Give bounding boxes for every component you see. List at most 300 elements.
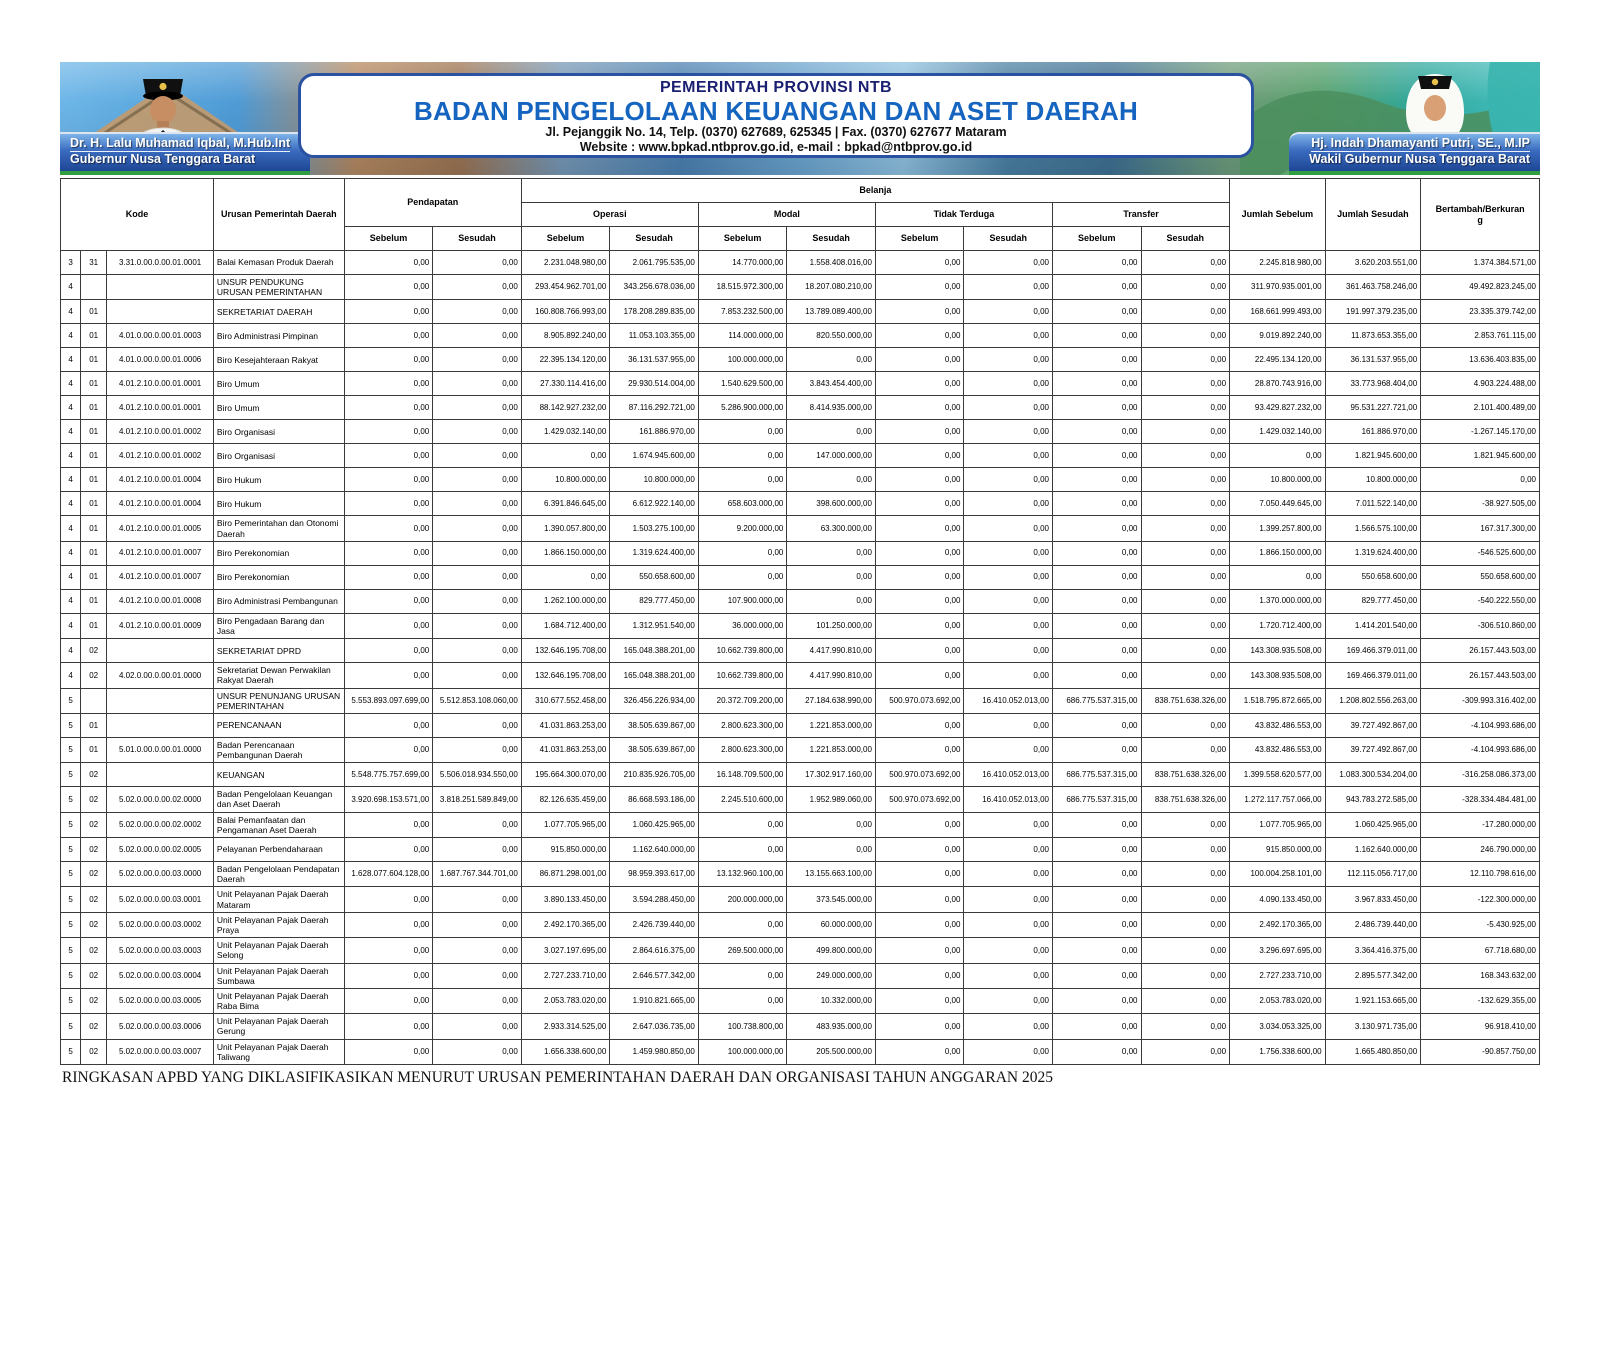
table-row bbox=[61, 275, 1540, 300]
tidak-terduga-sesudah: 0,00 bbox=[964, 1014, 1053, 1039]
transfer-sebelum: 0,00 bbox=[1052, 589, 1141, 613]
jumlah-sebelum: 4.090.133.450,00 bbox=[1230, 887, 1326, 912]
operasi-sesudah: 2.646.577.342,00 bbox=[610, 963, 699, 988]
modal-sesudah: 3.843.454.400,00 bbox=[787, 372, 876, 396]
jumlah-sebelum: 2.245.818.980,00 bbox=[1230, 251, 1326, 275]
jumlah-sesudah: 550.658.600,00 bbox=[1325, 565, 1421, 589]
table-row bbox=[61, 862, 1540, 887]
modal-sesudah: 63.300.000,00 bbox=[787, 516, 876, 541]
operasi-sebelum: 195.664.300.070,00 bbox=[521, 763, 610, 787]
kode-3: 5.02.0.00.0.00.03.0006 bbox=[107, 1014, 214, 1039]
urusan-name: Biro Organisasi bbox=[213, 444, 344, 468]
modal-sesudah: 10.332.000,00 bbox=[787, 988, 876, 1013]
pendapatan-sebelum: 0,00 bbox=[344, 639, 433, 663]
kode-3: 4.01.2.10.0.00.01.0001 bbox=[107, 396, 214, 420]
kode-3: 4.01.0.00.0.00.01.0006 bbox=[107, 348, 214, 372]
table-row bbox=[61, 887, 1540, 912]
kode-1: 5 bbox=[61, 787, 81, 812]
tidak-terduga-sebelum: 0,00 bbox=[875, 372, 964, 396]
kode-2: 02 bbox=[81, 1014, 107, 1039]
bertambah-berkurang: 13.636.403.835,00 bbox=[1421, 348, 1540, 372]
modal-sesudah: 205.500.000,00 bbox=[787, 1039, 876, 1064]
tidak-terduga-sesudah: 0,00 bbox=[964, 912, 1053, 937]
modal-sesudah: 0,00 bbox=[787, 589, 876, 613]
kode-3: 5.02.0.00.0.00.03.0003 bbox=[107, 938, 214, 963]
operasi-sesudah: 10.800.000,00 bbox=[610, 468, 699, 492]
tidak-terduga-sesudah: 0,00 bbox=[964, 737, 1053, 762]
table-body bbox=[61, 251, 1540, 1065]
tidak-terduga-sesudah: 0,00 bbox=[964, 862, 1053, 887]
header-bertambah-berkurang: Bertambah/Berkurang bbox=[1421, 179, 1540, 251]
tidak-terduga-sesudah: 0,00 bbox=[964, 468, 1053, 492]
jumlah-sebelum: 1.272.117.757.066,00 bbox=[1230, 787, 1326, 812]
kode-2: 02 bbox=[81, 963, 107, 988]
jumlah-sebelum: 2.727.233.710,00 bbox=[1230, 963, 1326, 988]
kode-1: 4 bbox=[61, 589, 81, 613]
urusan-name: Unit Pelayanan Pajak Daerah Praya bbox=[213, 912, 344, 937]
operasi-sesudah: 2.426.739.440,00 bbox=[610, 912, 699, 937]
tidak-terduga-sesudah: 16.410.052.013,00 bbox=[964, 763, 1053, 787]
urusan-name: Unit Pelayanan Pajak Daerah Selong bbox=[213, 938, 344, 963]
urusan-name: SEKRETARIAT DAERAH bbox=[213, 300, 344, 324]
tidak-terduga-sesudah: 0,00 bbox=[964, 663, 1053, 688]
modal-sesudah: 0,00 bbox=[787, 541, 876, 565]
jumlah-sebelum: 2.053.783.020,00 bbox=[1230, 988, 1326, 1013]
kode-1: 5 bbox=[61, 912, 81, 937]
transfer-sebelum: 0,00 bbox=[1052, 300, 1141, 324]
pendapatan-sesudah: 0,00 bbox=[433, 887, 522, 912]
tidak-terduga-sesudah: 0,00 bbox=[964, 251, 1053, 275]
table-row bbox=[61, 468, 1540, 492]
transfer-sebelum: 686.775.537.315,00 bbox=[1052, 688, 1141, 713]
tidak-terduga-sesudah: 0,00 bbox=[964, 589, 1053, 613]
jumlah-sebelum: 143.308.935.508,00 bbox=[1230, 663, 1326, 688]
tidak-terduga-sebelum: 0,00 bbox=[875, 838, 964, 862]
modal-sebelum: 14.770.000,00 bbox=[698, 251, 787, 275]
pendapatan-sesudah: 3.818.251.589.849,00 bbox=[433, 787, 522, 812]
tidak-terduga-sesudah: 0,00 bbox=[964, 713, 1053, 737]
operasi-sebelum: 27.330.114.416,00 bbox=[521, 372, 610, 396]
jumlah-sesudah: 1.208.802.556.263,00 bbox=[1325, 688, 1421, 713]
modal-sesudah: 13.789.089.400,00 bbox=[787, 300, 876, 324]
kode-2: 01 bbox=[81, 492, 107, 516]
transfer-sebelum: 0,00 bbox=[1052, 838, 1141, 862]
urusan-name: Unit Pelayanan Pajak Daerah Taliwang bbox=[213, 1039, 344, 1064]
modal-sebelum: 200.000.000,00 bbox=[698, 887, 787, 912]
jumlah-sesudah: 169.466.379.011,00 bbox=[1325, 663, 1421, 688]
kode-2: 01 bbox=[81, 613, 107, 638]
modal-sebelum: 0,00 bbox=[698, 963, 787, 988]
urusan-name: Biro Pengadaan Barang dan Jasa bbox=[213, 613, 344, 638]
jumlah-sebelum: 3.034.053.325,00 bbox=[1230, 1014, 1326, 1039]
transfer-sesudah: 0,00 bbox=[1141, 1039, 1230, 1064]
kode-1: 4 bbox=[61, 420, 81, 444]
kode-1: 4 bbox=[61, 348, 81, 372]
operasi-sebelum: 10.800.000,00 bbox=[521, 468, 610, 492]
pendapatan-sesudah: 0,00 bbox=[433, 275, 522, 300]
transfer-sesudah: 0,00 bbox=[1141, 468, 1230, 492]
table-row bbox=[61, 737, 1540, 762]
kode-1: 4 bbox=[61, 396, 81, 420]
transfer-sebelum: 0,00 bbox=[1052, 963, 1141, 988]
tidak-terduga-sesudah: 0,00 bbox=[964, 938, 1053, 963]
modal-sebelum: 10.662.739.800,00 bbox=[698, 663, 787, 688]
kode-3 bbox=[107, 300, 214, 324]
urusan-name: Badan Pengelolaan Pendapatan Daerah bbox=[213, 862, 344, 887]
modal-sesudah: 1.221.853.000,00 bbox=[787, 713, 876, 737]
kode-3: 4.01.2.10.0.00.01.0007 bbox=[107, 541, 214, 565]
tidak-terduga-sebelum: 0,00 bbox=[875, 988, 964, 1013]
operasi-sesudah: 29.930.514.004,00 bbox=[610, 372, 699, 396]
pendapatan-sebelum: 0,00 bbox=[344, 1039, 433, 1064]
kode-3: 4.01.2.10.0.00.01.0007 bbox=[107, 565, 214, 589]
governor-name: Dr. H. Lalu Muhamad Iqbal, M.Hub.Int bbox=[70, 136, 290, 153]
transfer-sesudah: 0,00 bbox=[1141, 420, 1230, 444]
kode-2: 02 bbox=[81, 812, 107, 837]
transfer-sebelum: 0,00 bbox=[1052, 324, 1141, 348]
pendapatan-sebelum: 0,00 bbox=[344, 444, 433, 468]
pendapatan-sebelum: 0,00 bbox=[344, 251, 433, 275]
jumlah-sesudah: 1.162.640.000,00 bbox=[1325, 838, 1421, 862]
modal-sesudah: 60.000.000,00 bbox=[787, 912, 876, 937]
kode-3: 4.01.2.10.0.00.01.0005 bbox=[107, 516, 214, 541]
operasi-sesudah: 98.959.393.617,00 bbox=[610, 862, 699, 887]
jumlah-sebelum: 143.308.935.508,00 bbox=[1230, 639, 1326, 663]
urusan-name: KEUANGAN bbox=[213, 763, 344, 787]
header-belanja: Belanja bbox=[521, 179, 1229, 203]
urusan-name: Biro Organisasi bbox=[213, 420, 344, 444]
kode-2: 01 bbox=[81, 348, 107, 372]
operasi-sebelum: 2.053.783.020,00 bbox=[521, 988, 610, 1013]
operasi-sebelum: 1.262.100.000,00 bbox=[521, 589, 610, 613]
modal-sesudah: 13.155.663.100,00 bbox=[787, 862, 876, 887]
jumlah-sesudah: 1.319.624.400,00 bbox=[1325, 541, 1421, 565]
kode-3: 4.01.0.00.0.00.01.0003 bbox=[107, 324, 214, 348]
kode-1: 4 bbox=[61, 663, 81, 688]
table-row bbox=[61, 444, 1540, 468]
tidak-terduga-sesudah: 0,00 bbox=[964, 348, 1053, 372]
modal-sebelum: 114.000.000,00 bbox=[698, 324, 787, 348]
bertambah-berkurang: 12.110.798.616,00 bbox=[1421, 862, 1540, 887]
kode-2: 02 bbox=[81, 838, 107, 862]
tidak-terduga-sebelum: 0,00 bbox=[875, 541, 964, 565]
operasi-sebelum: 132.646.195.708,00 bbox=[521, 663, 610, 688]
kode-1: 4 bbox=[61, 613, 81, 638]
kode-3: 5.02.0.00.0.00.03.0001 bbox=[107, 887, 214, 912]
tidak-terduga-sesudah: 0,00 bbox=[964, 1039, 1053, 1064]
kode-3 bbox=[107, 275, 214, 300]
modal-sebelum: 1.540.629.500,00 bbox=[698, 372, 787, 396]
kode-3 bbox=[107, 713, 214, 737]
jumlah-sesudah: 1.060.425.965,00 bbox=[1325, 812, 1421, 837]
kode-1: 5 bbox=[61, 838, 81, 862]
bertambah-berkurang: -122.300.000,00 bbox=[1421, 887, 1540, 912]
tidak-terduga-sebelum: 0,00 bbox=[875, 468, 964, 492]
tidak-terduga-sesudah: 0,00 bbox=[964, 300, 1053, 324]
transfer-sesudah: 0,00 bbox=[1141, 812, 1230, 837]
operasi-sebelum: 1.866.150.000,00 bbox=[521, 541, 610, 565]
kode-1: 5 bbox=[61, 938, 81, 963]
table-row bbox=[61, 300, 1540, 324]
bertambah-berkurang: 2.101.400.489,00 bbox=[1421, 396, 1540, 420]
operasi-sesudah: 3.594.288.450,00 bbox=[610, 887, 699, 912]
transfer-sebelum: 0,00 bbox=[1052, 713, 1141, 737]
kode-3: 5.01.0.00.0.00.01.0000 bbox=[107, 737, 214, 762]
urusan-name: Unit Pelayanan Pajak Daerah Sumbawa bbox=[213, 963, 344, 988]
pendapatan-sesudah: 0,00 bbox=[433, 420, 522, 444]
header-sesudah: Sesudah bbox=[1141, 227, 1230, 251]
operasi-sebelum: 41.031.863.253,00 bbox=[521, 713, 610, 737]
tidak-terduga-sesudah: 0,00 bbox=[964, 812, 1053, 837]
kode-2: 02 bbox=[81, 862, 107, 887]
pendapatan-sesudah: 1.687.767.344.701,00 bbox=[433, 862, 522, 887]
header-urusan: Urusan Pemerintah Daerah bbox=[213, 179, 344, 251]
bertambah-berkurang: 26.157.443.503,00 bbox=[1421, 663, 1540, 688]
operasi-sesudah: 829.777.450,00 bbox=[610, 589, 699, 613]
operasi-sesudah: 11.053.103.355,00 bbox=[610, 324, 699, 348]
table-row bbox=[61, 763, 1540, 787]
tidak-terduga-sebelum: 0,00 bbox=[875, 862, 964, 887]
kode-3 bbox=[107, 639, 214, 663]
kode-3 bbox=[107, 763, 214, 787]
kode-3: 4.01.2.10.0.00.01.0009 bbox=[107, 613, 214, 638]
kode-2: 02 bbox=[81, 1039, 107, 1064]
modal-sebelum: 2.800.623.300,00 bbox=[698, 713, 787, 737]
transfer-sesudah: 0,00 bbox=[1141, 887, 1230, 912]
jumlah-sesudah: 3.364.416.375,00 bbox=[1325, 938, 1421, 963]
urusan-name: Biro Pemerintahan dan Otonomi Daerah bbox=[213, 516, 344, 541]
operasi-sebelum: 6.391.846.645,00 bbox=[521, 492, 610, 516]
pendapatan-sebelum: 0,00 bbox=[344, 963, 433, 988]
transfer-sesudah: 0,00 bbox=[1141, 613, 1230, 638]
table-row bbox=[61, 348, 1540, 372]
pendapatan-sesudah: 5.512.853.108.060,00 bbox=[433, 688, 522, 713]
header-tidak-terduga: Tidak Terduga bbox=[875, 203, 1052, 227]
modal-sebelum: 16.148.709.500,00 bbox=[698, 763, 787, 787]
tidak-terduga-sebelum: 0,00 bbox=[875, 589, 964, 613]
jumlah-sesudah: 161.886.970,00 bbox=[1325, 420, 1421, 444]
jumlah-sesudah: 829.777.450,00 bbox=[1325, 589, 1421, 613]
kode-3: 5.02.0.00.0.00.03.0007 bbox=[107, 1039, 214, 1064]
kode-2: 01 bbox=[81, 589, 107, 613]
tidak-terduga-sesudah: 0,00 bbox=[964, 372, 1053, 396]
urusan-name: Biro Kesejahteraan Rakyat bbox=[213, 348, 344, 372]
operasi-sesudah: 550.658.600,00 bbox=[610, 565, 699, 589]
kode-3: 4.02.0.00.0.00.01.0000 bbox=[107, 663, 214, 688]
jumlah-sesudah: 2.895.577.342,00 bbox=[1325, 963, 1421, 988]
bertambah-berkurang: 2.853.761.115,00 bbox=[1421, 324, 1540, 348]
jumlah-sebelum: 1.518.795.872.665,00 bbox=[1230, 688, 1326, 713]
tidak-terduga-sesudah: 0,00 bbox=[964, 420, 1053, 444]
table-row bbox=[61, 688, 1540, 713]
kode-1: 4 bbox=[61, 565, 81, 589]
pendapatan-sebelum: 0,00 bbox=[344, 613, 433, 638]
jumlah-sesudah: 3.967.833.450,00 bbox=[1325, 887, 1421, 912]
kode-2: 01 bbox=[81, 565, 107, 589]
jumlah-sebelum: 0,00 bbox=[1230, 565, 1326, 589]
pendapatan-sesudah: 0,00 bbox=[433, 1039, 522, 1064]
jumlah-sebelum: 0,00 bbox=[1230, 444, 1326, 468]
table-row bbox=[61, 1014, 1540, 1039]
transfer-sebelum: 0,00 bbox=[1052, 812, 1141, 837]
kode-3: 5.02.0.00.0.00.03.0000 bbox=[107, 862, 214, 887]
jumlah-sesudah: 2.486.739.440,00 bbox=[1325, 912, 1421, 937]
operasi-sesudah: 36.131.537.955,00 bbox=[610, 348, 699, 372]
operasi-sebelum: 41.031.863.253,00 bbox=[521, 737, 610, 762]
tidak-terduga-sebelum: 0,00 bbox=[875, 713, 964, 737]
tidak-terduga-sebelum: 0,00 bbox=[875, 565, 964, 589]
jumlah-sebelum: 3.296.697.695,00 bbox=[1230, 938, 1326, 963]
table-row bbox=[61, 912, 1540, 937]
kode-2 bbox=[81, 275, 107, 300]
modal-sesudah: 499.800.000,00 bbox=[787, 938, 876, 963]
tidak-terduga-sesudah: 0,00 bbox=[964, 639, 1053, 663]
kode-2: 02 bbox=[81, 663, 107, 688]
modal-sebelum: 100.738.800,00 bbox=[698, 1014, 787, 1039]
header-sesudah: Sesudah bbox=[787, 227, 876, 251]
jumlah-sebelum: 10.800.000,00 bbox=[1230, 468, 1326, 492]
header-jumlah-sesudah: Jumlah Sesudah bbox=[1325, 179, 1421, 251]
table-row bbox=[61, 613, 1540, 638]
tidak-terduga-sebelum: 0,00 bbox=[875, 613, 964, 638]
modal-sesudah: 0,00 bbox=[787, 468, 876, 492]
jumlah-sesudah: 3.620.203.551,00 bbox=[1325, 251, 1421, 275]
pendapatan-sesudah: 0,00 bbox=[433, 348, 522, 372]
pendapatan-sebelum: 0,00 bbox=[344, 565, 433, 589]
urusan-name: Sekretariat Dewan Perwakilan Rakyat Daerah bbox=[213, 663, 344, 688]
transfer-sesudah: 0,00 bbox=[1141, 251, 1230, 275]
kode-3: 4.01.2.10.0.00.01.0008 bbox=[107, 589, 214, 613]
jumlah-sesudah: 1.921.153.665,00 bbox=[1325, 988, 1421, 1013]
operasi-sebelum: 8.905.892.240,00 bbox=[521, 324, 610, 348]
jumlah-sebelum: 43.832.486.553,00 bbox=[1230, 737, 1326, 762]
pendapatan-sebelum: 0,00 bbox=[344, 1014, 433, 1039]
operasi-sebelum: 3.890.133.450,00 bbox=[521, 887, 610, 912]
tidak-terduga-sebelum: 0,00 bbox=[875, 963, 964, 988]
bertambah-berkurang: 23.335.379.742,00 bbox=[1421, 300, 1540, 324]
jumlah-sebelum: 9.019.892.240,00 bbox=[1230, 324, 1326, 348]
pendapatan-sesudah: 0,00 bbox=[433, 963, 522, 988]
bertambah-berkurang: 1.374.384.571,00 bbox=[1421, 251, 1540, 275]
modal-sesudah: 0,00 bbox=[787, 838, 876, 862]
operasi-sesudah: 1.674.945.600,00 bbox=[610, 444, 699, 468]
pendapatan-sebelum: 1.628.077.604.128,00 bbox=[344, 862, 433, 887]
transfer-sesudah: 0,00 bbox=[1141, 372, 1230, 396]
bertambah-berkurang: 26.157.443.503,00 bbox=[1421, 639, 1540, 663]
transfer-sesudah: 0,00 bbox=[1141, 663, 1230, 688]
tidak-terduga-sesudah: 0,00 bbox=[964, 541, 1053, 565]
kode-1: 4 bbox=[61, 372, 81, 396]
operasi-sebelum: 0,00 bbox=[521, 565, 610, 589]
tidak-terduga-sebelum: 0,00 bbox=[875, 663, 964, 688]
pendapatan-sesudah: 0,00 bbox=[433, 516, 522, 541]
bertambah-berkurang: -4.104.993.686,00 bbox=[1421, 713, 1540, 737]
kode-1: 5 bbox=[61, 737, 81, 762]
pendapatan-sebelum: 0,00 bbox=[344, 938, 433, 963]
transfer-sebelum: 0,00 bbox=[1052, 444, 1141, 468]
modal-sesudah: 18.207.080.210,00 bbox=[787, 275, 876, 300]
tidak-terduga-sebelum: 0,00 bbox=[875, 938, 964, 963]
kode-3: 3.31.0.00.0.00.01.0001 bbox=[107, 251, 214, 275]
jumlah-sebelum: 1.370.000.000,00 bbox=[1230, 589, 1326, 613]
operasi-sebelum: 2.492.170.365,00 bbox=[521, 912, 610, 937]
kode-2: 02 bbox=[81, 938, 107, 963]
table-row bbox=[61, 787, 1540, 812]
pendapatan-sebelum: 0,00 bbox=[344, 737, 433, 762]
transfer-sesudah: 0,00 bbox=[1141, 713, 1230, 737]
transfer-sebelum: 0,00 bbox=[1052, 275, 1141, 300]
jumlah-sebelum: 168.661.999.493,00 bbox=[1230, 300, 1326, 324]
bertambah-berkurang: -90.857.750,00 bbox=[1421, 1039, 1540, 1064]
tidak-terduga-sesudah: 0,00 bbox=[964, 613, 1053, 638]
table-row bbox=[61, 589, 1540, 613]
operasi-sebelum: 22.395.134.120,00 bbox=[521, 348, 610, 372]
pendapatan-sebelum: 0,00 bbox=[344, 589, 433, 613]
pendapatan-sesudah: 0,00 bbox=[433, 444, 522, 468]
operasi-sesudah: 343.256.678.036,00 bbox=[610, 275, 699, 300]
urusan-name: Biro Hukum bbox=[213, 468, 344, 492]
kode-2: 02 bbox=[81, 763, 107, 787]
pendapatan-sebelum: 0,00 bbox=[344, 838, 433, 862]
operasi-sebelum: 132.646.195.708,00 bbox=[521, 639, 610, 663]
tidak-terduga-sebelum: 500.970.073.692,00 bbox=[875, 787, 964, 812]
modal-sebelum: 0,00 bbox=[698, 912, 787, 937]
urusan-name: Balai Kemasan Produk Daerah bbox=[213, 251, 344, 275]
kode-2: 01 bbox=[81, 468, 107, 492]
jumlah-sebelum: 915.850.000,00 bbox=[1230, 838, 1326, 862]
pendapatan-sesudah: 0,00 bbox=[433, 492, 522, 516]
kode-2: 01 bbox=[81, 372, 107, 396]
transfer-sesudah: 0,00 bbox=[1141, 396, 1230, 420]
kode-3: 5.02.0.00.0.00.02.0002 bbox=[107, 812, 214, 837]
jumlah-sesudah: 169.466.379.011,00 bbox=[1325, 639, 1421, 663]
jumlah-sebelum: 1.756.338.600,00 bbox=[1230, 1039, 1326, 1064]
kode-1: 4 bbox=[61, 492, 81, 516]
tidak-terduga-sebelum: 0,00 bbox=[875, 1039, 964, 1064]
modal-sebelum: 13.132.960.100,00 bbox=[698, 862, 787, 887]
vice-governor-ribbon bbox=[1289, 132, 1540, 175]
kode-1: 4 bbox=[61, 444, 81, 468]
kode-1: 4 bbox=[61, 324, 81, 348]
jumlah-sebelum: 1.429.032.140,00 bbox=[1230, 420, 1326, 444]
jumlah-sesudah: 1.665.480.850,00 bbox=[1325, 1039, 1421, 1064]
jumlah-sebelum: 1.399.558.620.577,00 bbox=[1230, 763, 1326, 787]
bertambah-berkurang: -5.430.925,00 bbox=[1421, 912, 1540, 937]
transfer-sesudah: 0,00 bbox=[1141, 541, 1230, 565]
tidak-terduga-sebelum: 500.970.073.692,00 bbox=[875, 688, 964, 713]
modal-sesudah: 17.302.917.160,00 bbox=[787, 763, 876, 787]
tidak-terduga-sebelum: 0,00 bbox=[875, 1014, 964, 1039]
header-modal: Modal bbox=[698, 203, 875, 227]
header-sebelum: Sebelum bbox=[875, 227, 964, 251]
tidak-terduga-sebelum: 0,00 bbox=[875, 251, 964, 275]
operasi-sesudah: 2.061.795.535,00 bbox=[610, 251, 699, 275]
table-row bbox=[61, 838, 1540, 862]
transfer-sesudah: 838.751.638.326,00 bbox=[1141, 787, 1230, 812]
bertambah-berkurang: 49.492.823.245,00 bbox=[1421, 275, 1540, 300]
modal-sesudah: 249.000.000,00 bbox=[787, 963, 876, 988]
kode-1: 5 bbox=[61, 812, 81, 837]
operasi-sebelum: 82.126.635.459,00 bbox=[521, 787, 610, 812]
jumlah-sebelum: 93.429.827.232,00 bbox=[1230, 396, 1326, 420]
modal-sebelum: 18.515.972.300,00 bbox=[698, 275, 787, 300]
table-row bbox=[61, 324, 1540, 348]
governor-title: Gubernur Nusa Tenggara Barat bbox=[70, 152, 256, 167]
transfer-sebelum: 0,00 bbox=[1052, 348, 1141, 372]
transfer-sebelum: 0,00 bbox=[1052, 737, 1141, 762]
tidak-terduga-sebelum: 0,00 bbox=[875, 324, 964, 348]
pendapatan-sebelum: 0,00 bbox=[344, 713, 433, 737]
